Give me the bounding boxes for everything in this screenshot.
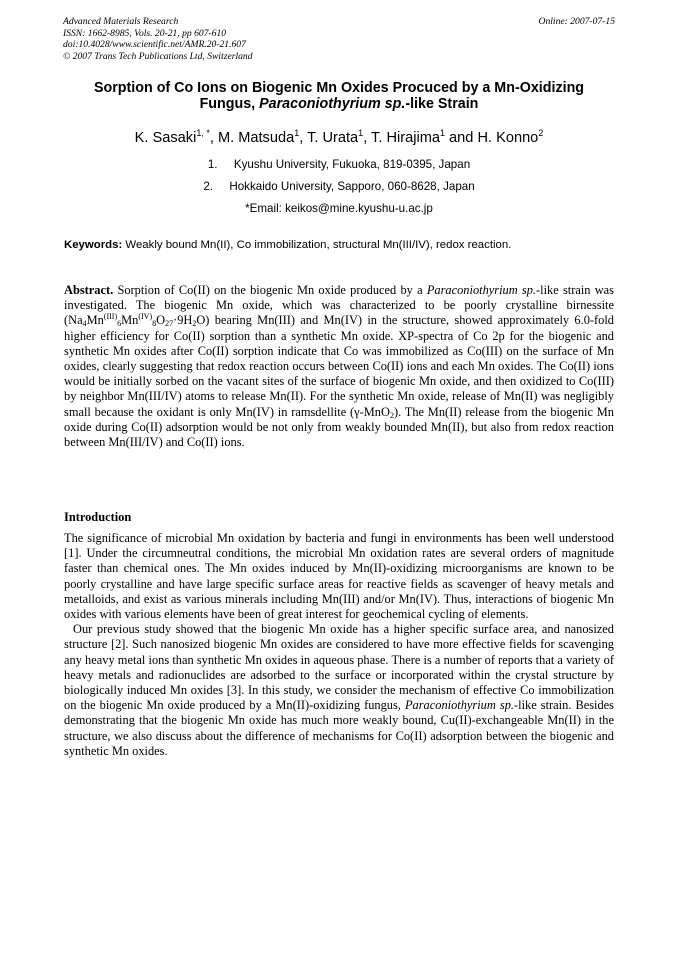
author-list: K. Sasaki$^{1, *}$, M. Matsuda$^1$, T. Urata$^1$, T. Hirajima$^1$ and H. Konno$^2$ [134, 128, 544, 146]
introduction-species: Paraconiothyrium sp. [404, 698, 514, 713]
author-name: M. Matsuda [217, 130, 295, 146]
introduction-text: Our previous study showed that the biogenic Mn oxide has a higher specific surface area, and nanosized structure [2]. Such nanosized biogenic Mn oxides are considered to have more effective fields for scavenging any heavy metal ions than synthetic Mn oxides in aqueous phase. There is a number of reports that a variety of heavy metals and radionuclides are adsorbed to the surface or incorporated within the crystal structure by biologically induced Mn oxides [3]. In this study, we consider the mechanism of effective Co immobilization on the biogenic Mn oxide produced by a Mn(II)-oxidizing fungus, [64, 622, 614, 713]
title-line-1: Sorption of Co Ions on Biogenic Mn Oxides Procuced by a Mn-Oxidizing [93, 80, 585, 96]
formula-subscript: 2 [389, 410, 394, 420]
formula-element: O [156, 313, 166, 328]
abstract-text: Sorption of Co(II) on the biogenic Mn oxide produced by a [117, 283, 427, 297]
journal-issn: ISSN: 1662-8985, Vols. 20-21, pp 607-610 [63, 27, 227, 39]
author-name: K. Sasaki [134, 130, 197, 146]
formula-subscript: 8 [152, 319, 157, 329]
introduction-paragraph-2 [64, 622, 614, 759]
formula-superscript: (III) [103, 312, 118, 322]
formula-element: ·9H [173, 313, 193, 328]
formula-element: Mn [121, 313, 139, 328]
corresponding-email: *Email: keikos@mine.kyushu-u.ac.jp [245, 202, 433, 215]
affiliation-text: Hokkaido University, Sapporo, 060-8628, Japan [229, 180, 475, 193]
abstract [64, 283, 614, 450]
introduction-heading: Introduction [64, 510, 132, 524]
formula-element: Mn [86, 313, 104, 328]
author-name: H. Konno [477, 130, 539, 146]
abstract-text: bearing Mn(III) and Mn(IV) in the structure, showed approximately 6.0-fold higher efficiency for Co(II) sorption than a synthetic Mn oxide. XP-spectra of Co 2p for the biogenic and synthetic Mn oxides after Co(II) sorption indicate that Co was immobilized as Co(III) on the surface of Mn oxides, clearly suggesting that redox reaction occurs between Co(II) ions and each Mn oxides. The Co(II) ions would be initially sorbed on the vacant sites of the surface of biogenic Mn oxide, and then oxidized to Co(III) by neighbor Mn(III/IV) atoms to release Mn(II). For the synthetic Mn oxide, release of Mn(II) was negligibly small because the oxidant is only Mn(IV) in ramsdellite (γ-MnO [64, 313, 614, 419]
affiliation-text: Kyushu University, Fukuoka, 819-0395, Japan [233, 158, 471, 171]
formula-subscript: 27 [165, 319, 174, 329]
journal-copyright: © 2007 Trans Tech Publications Ltd, Switzerland [63, 50, 253, 62]
abstract-text: ). The Mn(II) release from the biogenic Mn oxide during Co(II) adsorption would be not only from weakly bounded Mn(II), but also from redox reaction between Mn(III/IV) and Co(II) ions. [64, 404, 615, 450]
journal-header [63, 16, 443, 62]
formula-subscript: 6 [117, 319, 122, 329]
keywords-text: Weakly bound Mn(II), Co immobilization, structural Mn(III/IV), redox reaction. [125, 239, 512, 251]
title-line-2 [40, 96, 638, 112]
journal-doi: doi:10.4028/www.scientific.net/AMR.20-21.607 [63, 39, 246, 50]
formula-superscript: (IV) [138, 312, 153, 322]
author-affiliation-mark: 2 [538, 128, 544, 138]
formula-element: O) [196, 313, 210, 328]
keywords [64, 238, 624, 252]
abstract-label: Abstract. [64, 283, 114, 297]
author-name: T. Urata [307, 130, 359, 146]
author-affiliation-mark: 1 [294, 128, 300, 138]
affiliation-1 [40, 158, 638, 172]
introduction-text: -like strain. Besides demonstrating that the biogenic Mn oxide has much more weakly bound, Cu(II)-exchangeable Mn(II) in the structure, we also discuss about the difference of mechanisms for Co(II) adsorption between the biogenic and synthetic Mn oxides. [64, 698, 614, 758]
introduction-body [64, 531, 614, 759]
title-line-2-suffix: -like Strain [405, 96, 479, 112]
abstract-text: -like strain was investigated. The biogenic Mn oxide, which was characterized to be poorly crystalline birnessite (Na [64, 283, 614, 328]
title-species: Paraconiothyrium sp. [259, 96, 406, 112]
author-affiliation-mark: 1 [358, 128, 364, 138]
affiliation-number: 1. [207, 158, 218, 171]
abstract-species: Paraconiothyrium sp. [426, 283, 537, 297]
abstract-paragraph [64, 283, 614, 450]
journal-name: Advanced Materials Research [63, 16, 179, 27]
formula-subscript: 2 [192, 319, 197, 329]
introduction-paragraph-1: The significance of microbial Mn oxidation by bacteria and fungi in environments has been well understood [1]. Under the circumneutral conditions, the microbial Mn oxidation rates are several orders of magnitude faster than chemical ones. The Mn oxides induced by Mn(II)-oxidizing microorganisms are known to be poorly crystalline and have large specific surface areas for reactive fields as scavenger of heavy metals and metalloids, and exist as various minerals including Mn(III) and/or Mn(IV). Thus, interactions of biogenic Mn oxides with various elements have been of great interest for geochemical cycling of elements. [64, 531, 614, 622]
formula-subscript: 4 [82, 319, 87, 329]
paper-title [40, 80, 638, 112]
author-affiliation-mark: 1, * [196, 128, 210, 138]
title-line-2-prefix: Fungus, [199, 96, 260, 112]
online-date: Online: 2007-07-15 [538, 16, 615, 27]
affiliation-number: 2. [203, 180, 213, 193]
keywords-label: Keywords: [64, 239, 123, 251]
author-name: T. Hirajima [371, 130, 440, 146]
affiliation-2 [40, 180, 638, 194]
author-affiliation-mark: 1 [439, 128, 445, 138]
